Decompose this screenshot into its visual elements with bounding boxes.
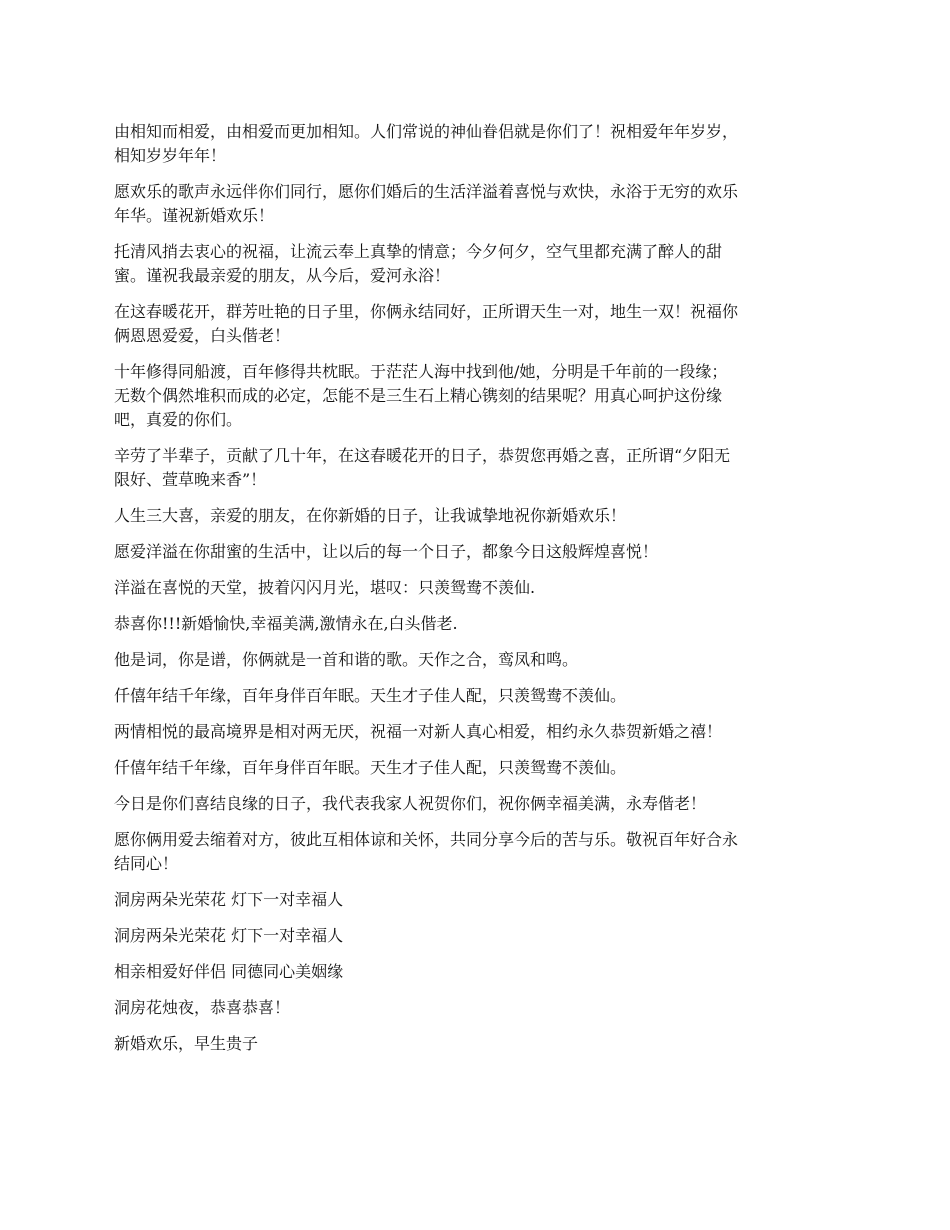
paragraph-line: 吧，真爱的你们。 <box>114 410 243 429</box>
paragraph-line: 两情相悦的最高境界是相对两无厌，祝福一对新人真心相爱，相约永久恭贺新婚之禧！ <box>114 722 723 741</box>
paragraph-line: 洞房花烛夜，恭喜恭喜！ <box>114 998 291 1017</box>
paragraph-line: 限好、萱草晚来香”！ <box>114 470 267 489</box>
paragraph-17 <box>114 888 842 912</box>
paragraph-12 <box>114 684 842 708</box>
paragraph-line: 结同心！ <box>114 854 179 873</box>
paragraph-line: 年华。谨祝新婚欢乐！ <box>114 206 275 225</box>
paragraph-18 <box>114 924 842 948</box>
paragraph-8 <box>114 540 842 564</box>
paragraph-line: 洞房两朵光荣花 灯下一对幸福人 <box>114 890 344 909</box>
paragraph-20 <box>114 996 842 1020</box>
paragraph-1 <box>114 120 842 168</box>
paragraph-line: 托清风捎去衷心的祝福，让流云奉上真挚的情意；今夕何夕，空气里都充满了醉人的甜 <box>114 242 723 261</box>
paragraph-3 <box>114 240 842 288</box>
paragraph-5 <box>114 360 842 432</box>
paragraph-13 <box>114 720 842 744</box>
paragraph-19 <box>114 960 842 984</box>
paragraph-7 <box>114 504 842 528</box>
paragraph-line: 人生三大喜，亲爱的朋友，在你新婚的日子，让我诚挚地祝你新婚欢乐！ <box>114 506 627 525</box>
paragraph-line: 愿你俩用爱去缩着对方，彼此互相体谅和关怀，共同分享今后的苦与乐。敬祝百年好合永 <box>114 830 739 849</box>
paragraph-line: 恭喜你!!!新婚愉快,幸福美满,激情永在,白头偕老. <box>114 614 458 633</box>
paragraph-line: 十年修得同船渡，百年修得共枕眠。于茫茫人海中找到他/她，分明是千年前的一段缘； <box>114 362 728 381</box>
paragraph-line: 辛劳了半辈子，贡献了几十年，在这春暖花开的日子，恭贺您再婚之喜，正所谓“夕阳无 <box>114 446 731 465</box>
paragraph-4 <box>114 300 842 348</box>
paragraph-line: 相知岁岁年年！ <box>114 146 227 165</box>
paragraph-21 <box>114 1032 842 1056</box>
paragraph-line: 愿欢乐的歌声永远伴你们同行，愿你们婚后的生活洋溢着喜悦与欢快，永浴于无穷的欢乐 <box>114 182 739 201</box>
paragraph-14 <box>114 756 842 780</box>
paragraph-line: 由相知而相爱，由相爱而更加相知。人们常说的神仙眷侣就是你们了！祝相爱年年岁岁， <box>114 122 739 141</box>
paragraph-line: 新婚欢乐，早生贵子 <box>114 1034 259 1053</box>
paragraph-9 <box>114 576 842 600</box>
paragraph-line: 在这春暖花开，群芳吐艳的日子里，你俩永结同好，正所谓天生一对，地生一双！祝福你 <box>114 302 739 321</box>
paragraph-line: 洞房两朵光荣花 灯下一对幸福人 <box>114 926 344 945</box>
paragraph-6 <box>114 444 842 492</box>
paragraph-line: 无数个偶然堆积而成的必定，怎能不是三生石上精心镌刻的结果呢？用真心呵护这份缘 <box>114 386 723 405</box>
paragraph-15 <box>114 792 842 816</box>
paragraph-10 <box>114 612 842 636</box>
paragraph-2 <box>114 180 842 228</box>
paragraph-line: 今日是你们喜结良缘的日子，我代表我家人祝贺你们，祝你俩幸福美满，永寿偕老！ <box>114 794 707 813</box>
document-page <box>114 120 842 1068</box>
paragraph-line: 他是词，你是谱，你俩就是一首和谐的歌。天作之合，鸾凤和鸣。 <box>114 650 579 669</box>
paragraph-line: 相亲相爱好伴侣 同德同心美姻缘 <box>114 962 344 981</box>
paragraph-line: 俩恩恩爱爱，白头偕老！ <box>114 326 291 345</box>
paragraph-line: 洋溢在喜悦的天堂，披着闪闪月光，堪叹：只羡鸳鸯不羡仙. <box>114 578 536 597</box>
paragraph-line: 蜜。谨祝我最亲爱的朋友，从今后，爱河永浴！ <box>114 266 451 285</box>
paragraph-line: 仟僖年结千年缘，百年身伴百年眠。天生才子佳人配，只羡鸳鸯不羡仙。 <box>114 758 627 777</box>
paragraph-line: 愿爱洋溢在你甜蜜的生活中，让以后的每一个日子，都象今日这般辉煌喜悦！ <box>114 542 659 561</box>
paragraph-16 <box>114 828 842 876</box>
paragraph-11 <box>114 648 842 672</box>
paragraph-line: 仟僖年结千年缘，百年身伴百年眠。天生才子佳人配，只羡鸳鸯不羡仙。 <box>114 686 627 705</box>
